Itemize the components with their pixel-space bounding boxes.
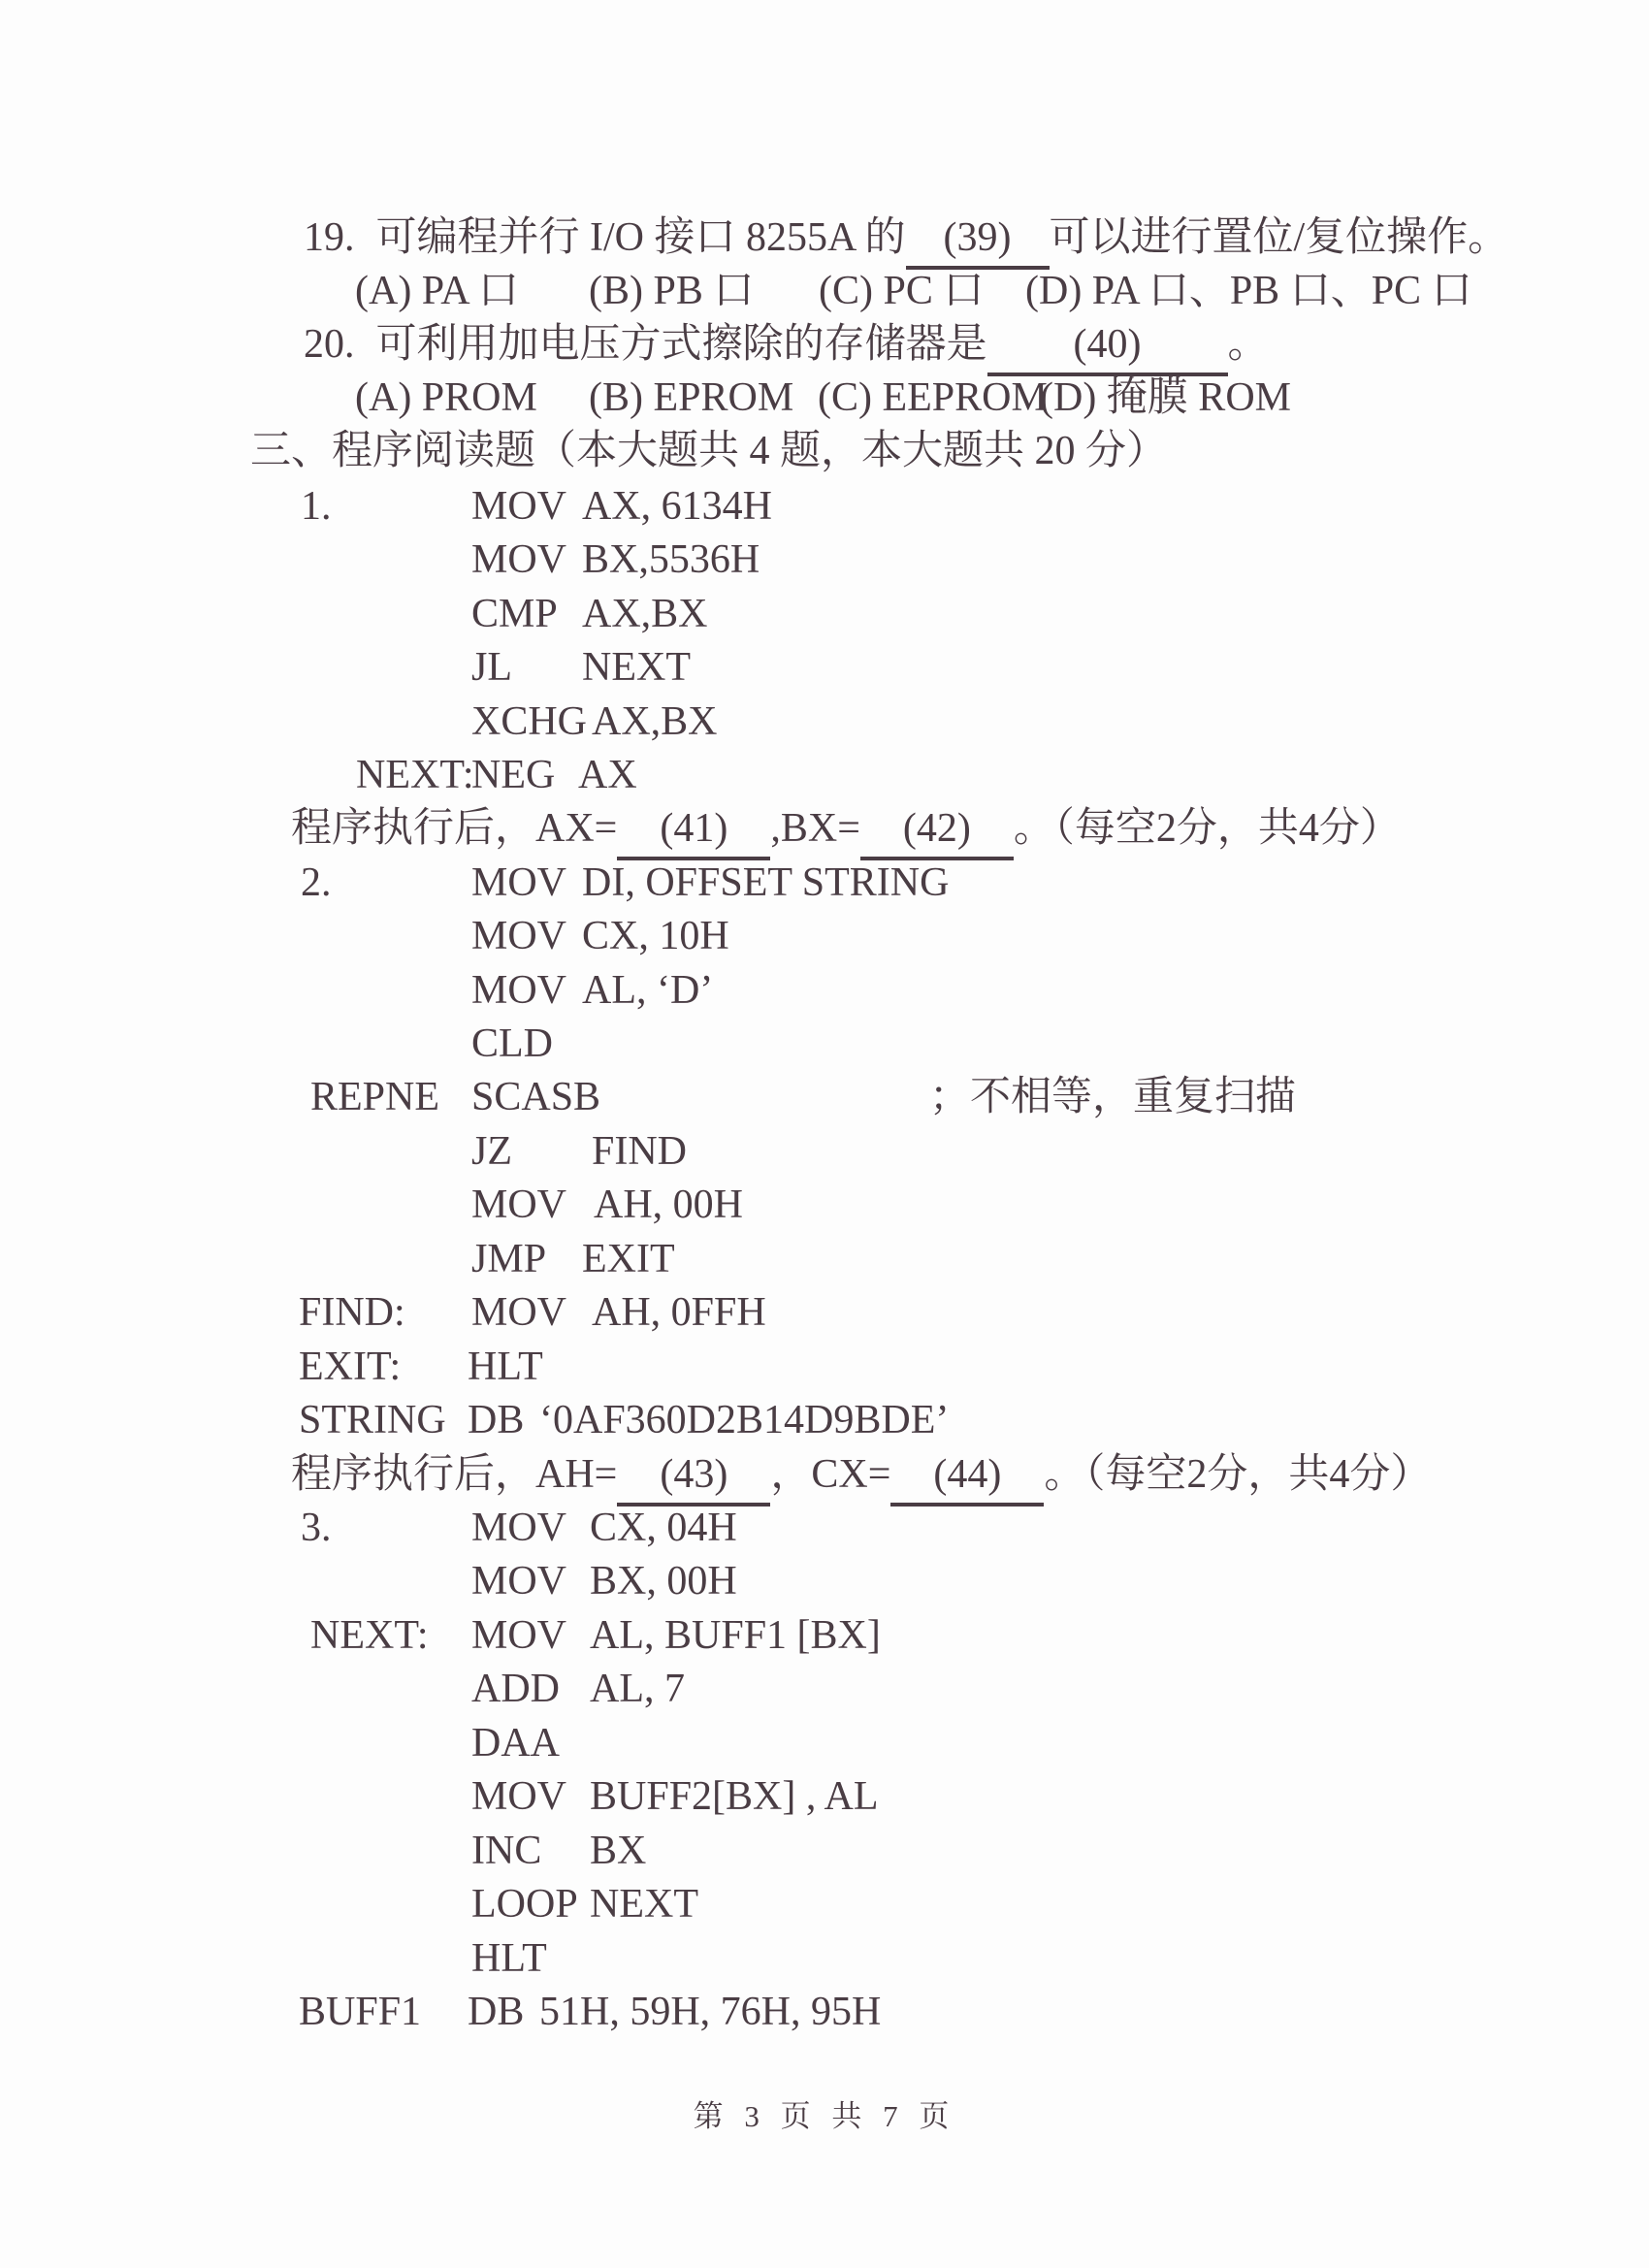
operand: NEXT [582, 645, 691, 690]
program-1-number: 1. [301, 484, 332, 529]
operand: AX [578, 753, 637, 797]
opcode: MOV [471, 1290, 567, 1335]
opcode: MOV [471, 968, 567, 1013]
operand: ‘0AF360D2B14D9BDE’ [539, 1398, 950, 1442]
opcode: JMP [471, 1237, 547, 1281]
question-20 [304, 318, 1269, 376]
code-label: BUFF1 [299, 1990, 422, 2034]
operand: BX, 00H [590, 1559, 737, 1604]
option-20-d: (D) 掩膜 ROM [1040, 375, 1291, 420]
opcode: MOV [471, 860, 567, 905]
opcode: CLD [471, 1021, 553, 1066]
operand: BUFF2[BX] , AL [590, 1774, 879, 1819]
operand: AH, 00H [594, 1183, 743, 1227]
opcode: HLT [468, 1345, 543, 1389]
operand: AX,BX [592, 699, 718, 744]
question-20-number: 20. [304, 322, 355, 367]
opcode: SCASB [471, 1075, 601, 1119]
blank-42: (42) [860, 802, 1014, 860]
opcode: MOV [471, 537, 567, 582]
opcode: MOV [471, 1613, 567, 1658]
blank-39: (39) [906, 211, 1050, 270]
code-label: EXIT: [299, 1345, 402, 1389]
program-2-number: 2. [301, 860, 332, 905]
operand: CX, 04H [590, 1506, 737, 1550]
operand: BX [590, 1829, 647, 1873]
code-label: NEXT: [310, 1613, 429, 1658]
option-19-b: (B) PB 口 [589, 269, 755, 313]
code-label: STRING [299, 1398, 446, 1442]
operand: NEXT [590, 1882, 698, 1927]
operand: 51H, 59H, 76H, 95H [539, 1990, 882, 2034]
operand: AX, 6134H [582, 484, 772, 529]
question-19-text-pre: 可编程并行 I/O 接口 8255A 的 [375, 215, 906, 260]
code-comment: ；不相等，重复扫描 [929, 1075, 1297, 1119]
opcode: HLT [471, 1936, 547, 1981]
opcode: ADD [471, 1667, 560, 1711]
question-19 [304, 211, 1508, 270]
opcode: MOV [471, 1183, 567, 1227]
result-2-post: 。（每空2分，共4分） [1044, 1452, 1432, 1497]
opcode: MOV [471, 1774, 567, 1819]
operand: DI, OFFSET STRING [582, 860, 950, 905]
option-19-c: (C) PC 口 [819, 269, 985, 313]
blank-41: (41) [617, 802, 770, 860]
code-label: NEXT: [356, 753, 474, 797]
result-1-pre: 程序执行后，AX= [291, 806, 618, 851]
page-footer: 第 3 页 共 7 页 [693, 2099, 956, 2133]
opcode: INC [471, 1829, 542, 1873]
option-19-d: (D) PA 口、PB 口、PC 口 [1025, 269, 1472, 313]
opcode: XCHG [471, 699, 588, 744]
opcode: JZ [471, 1129, 512, 1174]
operand: AL, 7 [590, 1667, 685, 1711]
option-20-b: (B) EPROM [589, 375, 794, 420]
question-19-text-post: 可以进行置位/复位操作。 [1049, 215, 1509, 260]
blank-44: (44) [890, 1448, 1044, 1507]
option-20-a: (A) PROM [355, 375, 537, 420]
opcode: NEG [471, 753, 556, 797]
opcode: MOV [471, 914, 567, 958]
program-1-result [291, 802, 1401, 860]
operand: AX,BX [582, 592, 708, 636]
opcode: LOOP [471, 1882, 578, 1927]
operand: AH, 0FFH [592, 1290, 766, 1335]
result-1-post: 。（每空2分，共4分） [1013, 806, 1401, 851]
opcode: MOV [471, 484, 567, 529]
operand: BX,5536H [582, 537, 760, 582]
question-20-text-post: 。 [1227, 322, 1269, 367]
opcode: JL [471, 645, 512, 690]
code-label: REPNE [310, 1075, 440, 1119]
result-2-pre: 程序执行后，AH= [291, 1452, 618, 1497]
opcode: DB [468, 1990, 525, 2034]
opcode: DB [468, 1398, 525, 1442]
result-1-mid: ,BX= [770, 806, 860, 851]
operand: FIND [592, 1129, 688, 1174]
result-2-mid: ，CX= [770, 1452, 891, 1497]
section-3-heading: 三、程序阅读题（本大题共 4 题，本大题共 20 分） [250, 429, 1168, 473]
question-19-number: 19. [304, 215, 355, 260]
blank-40: (40) [987, 318, 1228, 376]
operand: AL, BUFF1 [BX] [590, 1613, 881, 1658]
operand: AL, ‘D’ [582, 968, 714, 1013]
opcode: MOV [471, 1506, 567, 1550]
option-20-c: (C) EEPROM [818, 375, 1048, 420]
opcode: DAA [471, 1721, 560, 1766]
code-label: FIND: [299, 1290, 405, 1335]
blank-43: (43) [617, 1448, 770, 1507]
question-20-text-pre: 可利用加电压方式擦除的存储器是 [375, 322, 987, 367]
opcode: MOV [471, 1559, 567, 1604]
operand: EXIT [582, 1237, 675, 1281]
option-19-a: (A) PA 口 [355, 269, 519, 313]
opcode: CMP [471, 592, 558, 636]
program-3-number: 3. [301, 1506, 332, 1550]
program-2-result [291, 1448, 1431, 1507]
operand: CX, 10H [582, 914, 729, 958]
